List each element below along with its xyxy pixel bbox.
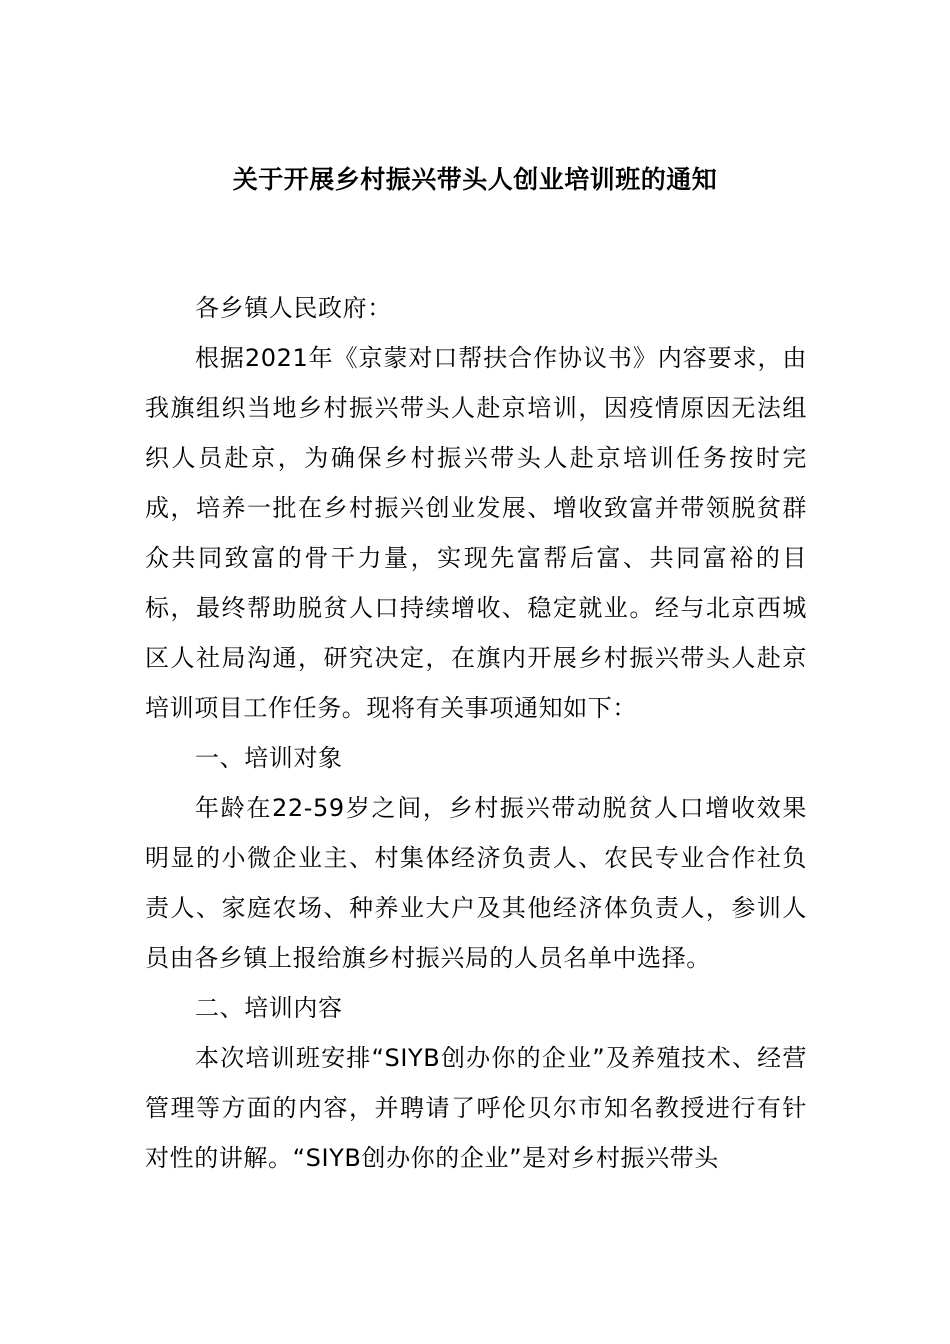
section-heading-training-content: 二、培训内容 bbox=[195, 994, 343, 1022]
section-heading-training-target: 一、培训对象 bbox=[195, 744, 343, 772]
document-title: 关于开展乡村振兴带头人创业培训班的通知 bbox=[232, 165, 718, 194]
document-body bbox=[145, 283, 807, 1183]
salutation: 各乡镇人民政府： bbox=[195, 294, 392, 322]
paragraph-background: 根据2021年《京蒙对口帮扶合作协议书》内容要求，由我旗组织当地乡村振兴带头人赴京培训，因疫情原因无法组织人员赴京，为确保乡村振兴带头人赴京培训任务按时完成，培养一批在乡村振兴创业发展、增收致富并带领脱贫群众共同致富的骨干力量，实现先富帮后富、共同富裕的目标，最终帮助脱贫人口持续增收、稳定就业。经与北京西城区人社局沟通，研究决定，在旗内开展乡村振兴带头人赴京培训项目工作任务。现将有关事项通知如下： bbox=[145, 344, 807, 722]
paragraph-training-target: 年龄在22-59岁之间，乡村振兴带动脱贫人口增收效果明显的小微企业主、村集体经济负责人、农民专业合作社负责人、家庭农场、种养业大户及其他经济体负责人，参训人员由各乡镇上报给旗乡村振兴局的人员名单中选择。 bbox=[145, 794, 807, 972]
paragraph-training-content: 本次培训班安排“SIYB创办你的企业”及养殖技术、经营管理等方面的内容，并聘请了呼伦贝尔市知名教授进行有针对性的讲解。“SIYB创办你的企业”是对乡村振兴带头 bbox=[145, 1044, 807, 1172]
